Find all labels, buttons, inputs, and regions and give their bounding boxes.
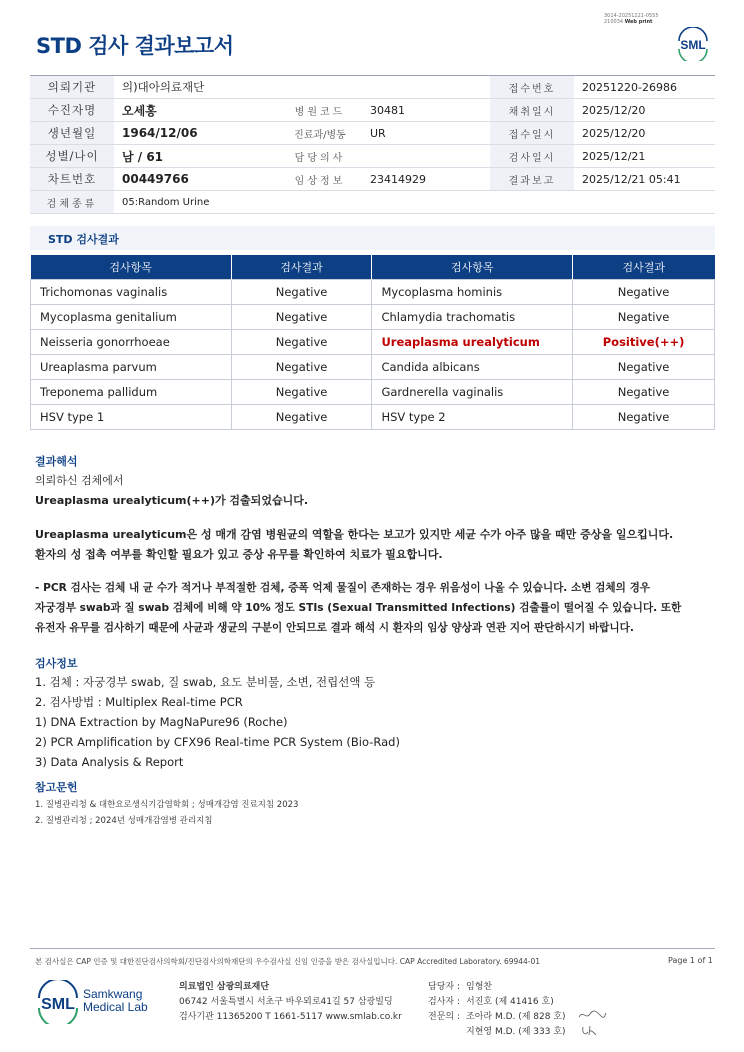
info-label: 성별/나이	[30, 145, 114, 168]
test-item: Mycoplasma genitalium	[31, 304, 232, 329]
info-row	[30, 76, 715, 99]
test-result: Negative	[231, 379, 372, 404]
info-value: 2025/12/20	[574, 122, 715, 145]
accreditation-note: 본 검사실은 CAP 인증 및 대한진단검사의학회/진단검사의학재단의 우수검사실 신임 인증을 받은 검사실입니다. CAP Accredited Laboratory. 69944-01	[35, 957, 541, 966]
list-item: 1. 검체 : 자궁경부 swab, 질 swab, 요도 분비물, 소변, 전립선액 등	[35, 675, 376, 689]
chart-number: 00449766	[114, 168, 278, 191]
info-value: 2025/12/21	[574, 145, 715, 168]
interpretation-line: Ureaplasma urealyticum은 성 매개 감염 병원균의 역할을 한다는 보고가 있지만 세균 수가 아주 많을 때만 증상을 일으킵니다.	[35, 528, 674, 541]
info-label: 임상정보	[278, 168, 362, 191]
info-label: 진료과/병동	[278, 122, 362, 145]
test-result: Negative	[231, 354, 372, 379]
signature-1	[577, 1008, 607, 1022]
interpretation-line: 의뢰하신 검체에서	[35, 474, 124, 487]
footer-organization	[179, 980, 402, 1025]
footer-divider	[30, 948, 715, 949]
col-header: 검사결과	[573, 255, 715, 279]
test-item: Mycoplasma hominis	[372, 279, 573, 304]
info-label: 접수번호	[490, 76, 574, 99]
sex-age: 남 / 61	[114, 145, 278, 168]
info-value: 2025/12/21 05:41	[574, 168, 715, 191]
staff-row	[428, 1010, 566, 1025]
test-result: Negative	[231, 404, 372, 429]
test-item: HSV type 2	[372, 404, 573, 429]
list-item: 1. 질병관리청 & 대한요로생식기감염학회 ; 성매개감염 진료지침 2023	[35, 800, 299, 810]
info-value: 의)대아의료재단	[114, 76, 278, 99]
references-list	[35, 797, 298, 829]
info-value	[362, 76, 490, 99]
specimen-value: 05:Random Urine	[114, 191, 715, 214]
info-row	[30, 99, 715, 122]
info-label: 의뢰기관	[30, 76, 114, 99]
test-item: HSV type 1	[31, 404, 232, 429]
positive-test-result: Positive(++)	[573, 329, 715, 354]
staff-name: 지현영 M.D. (제 333 호)	[466, 1027, 566, 1037]
staff-row	[428, 995, 566, 1010]
test-item: Ureaplasma parvum	[31, 354, 232, 379]
col-header: 검사항목	[372, 255, 573, 279]
signature-2	[580, 1024, 600, 1038]
table-row	[31, 329, 715, 354]
staff-row	[428, 1025, 566, 1040]
staff-row	[428, 980, 566, 995]
web-print-label: Web print	[624, 19, 653, 25]
footer-logo	[35, 980, 155, 1024]
info-value	[362, 145, 490, 168]
info-label	[278, 76, 362, 99]
test-item: Candida albicans	[372, 354, 573, 379]
results-header-row	[31, 255, 715, 279]
test-result: Negative	[231, 329, 372, 354]
info-row	[30, 145, 715, 168]
test-item: Chlamydia trachomatis	[372, 304, 573, 329]
info-label: 수진자명	[30, 99, 114, 122]
org-address: 06742 서울특별시 서초구 바우뫼로41길 57 삼광빌딩	[179, 997, 393, 1007]
results-section-title: STD 검사결과	[30, 226, 715, 250]
interpretation-line: 유전자 유무를 검사하기 때문에 사균과 생균의 구분이 안되므로 결과 해석 시 환자의 임상 양상과 연관 지어 판단하시기 바랍니다.	[35, 622, 634, 634]
info-label: 결과보고	[490, 168, 574, 191]
footer-logo-mark	[35, 980, 81, 1024]
table-row	[31, 279, 715, 304]
staff-name: 임형찬	[466, 982, 493, 992]
info-label: 병원코드	[278, 99, 362, 122]
page-title: STD 검사 결과보고서	[36, 34, 234, 58]
results-table	[30, 255, 715, 430]
positive-test-item: Ureaplasma urealyticum	[372, 329, 573, 354]
staff-role: 담당자 :	[428, 982, 460, 992]
test-item: Gardnerella vaginalis	[372, 379, 573, 404]
col-header: 검사항목	[31, 255, 232, 279]
org-name: 의료법인 삼광의료재단	[179, 982, 270, 992]
info-value: 30481	[362, 99, 490, 122]
info-value: 23414929	[362, 168, 490, 191]
list-item: 3) Data Analysis & Report	[35, 755, 184, 769]
info-label: 담당의사	[278, 145, 362, 168]
test-result: Negative	[573, 279, 715, 304]
test-result: Negative	[573, 304, 715, 329]
references-heading: 참고문헌	[35, 781, 78, 794]
brand-line: Samkwang	[83, 987, 143, 1001]
sml-logo-text: SML	[680, 38, 706, 52]
list-item: 2) PCR Amplification by CFX96 Real-time PCR System (Bio-Rad)	[35, 735, 400, 749]
footer-logo-text: SML	[41, 996, 75, 1013]
test-result: Negative	[573, 354, 715, 379]
info-label: 검사일시	[490, 145, 574, 168]
info-label: 차트번호	[30, 168, 114, 191]
test-item: Neisseria gonorrhoeae	[31, 329, 232, 354]
interpretation-line: - PCR 검사는 검체 내 균 수가 적거나 부적절한 검체, 증폭 억제 물질이 존재하는 경우 위음성이 나올 수 있습니다. 소변 검체의 경우	[35, 582, 651, 594]
org-contact: 검사기관 11365200 T 1661-5117 www.smlab.co.kr	[179, 1012, 402, 1022]
test-result: Negative	[573, 404, 715, 429]
test-result: Negative	[573, 379, 715, 404]
birth-date: 1964/12/06	[114, 122, 278, 145]
test-item: Trichomonas vaginalis	[31, 279, 232, 304]
footer-staff	[428, 980, 566, 1040]
staff-name: 서진호 (제 41416 호)	[466, 997, 554, 1007]
test-item: Treponema pallidum	[31, 379, 232, 404]
info-label: 검체종류	[30, 191, 114, 214]
interpretation-line: 환자의 성 접촉 여부를 확인할 필요가 있고 증상 유무를 확인하여 치료가 필요합니다.	[35, 548, 443, 561]
print-id-line2: 210034	[604, 19, 624, 25]
test-info-list	[35, 672, 400, 772]
brand-line: Medical Lab	[83, 1000, 148, 1014]
staff-name: 조아라 M.D. (제 828 호)	[466, 1012, 566, 1022]
info-label: 생년월일	[30, 122, 114, 145]
print-id-line1: 3014-20251221-0555	[604, 13, 659, 19]
table-row	[31, 304, 715, 329]
test-info-heading: 검사정보	[35, 657, 78, 670]
col-header: 검사결과	[231, 255, 372, 279]
staff-role: 전문의 :	[428, 1012, 460, 1022]
interpretation-line: Ureaplasma urealyticum(++)가 검출되었습니다.	[35, 494, 308, 507]
staff-role: 검사자 :	[428, 997, 460, 1007]
info-row	[30, 122, 715, 145]
table-row	[31, 404, 715, 429]
footer-brand	[83, 988, 148, 1014]
test-result: Negative	[231, 304, 372, 329]
info-row	[30, 168, 715, 191]
patient-name: 오세홍	[114, 99, 278, 122]
patient-info-table	[30, 75, 715, 214]
table-row	[31, 379, 715, 404]
interpretation-heading: 결과해석	[35, 455, 78, 468]
list-item: 2. 질병관리청 ; 2024년 성매개감염병 관리지침	[35, 816, 213, 826]
info-value: 20251220-26986	[574, 76, 715, 99]
info-value: UR	[362, 122, 490, 145]
table-row	[31, 354, 715, 379]
print-id	[604, 13, 659, 25]
info-value: 2025/12/20	[574, 99, 715, 122]
page-number: Page 1 of 1	[668, 956, 713, 965]
info-label: 채취일시	[490, 99, 574, 122]
test-result: Negative	[231, 279, 372, 304]
sml-logo	[675, 27, 711, 61]
interpretation-line: 자궁경부 swab과 질 swab 검체에 비해 약 10% 정도 STIs (Sexual Transmitted Infections) 검출률이 떨어질 수 있습니다. 또한	[35, 602, 682, 614]
info-row	[30, 191, 715, 214]
list-item: 2. 검사방법 : Multiplex Real-time PCR	[35, 695, 243, 709]
info-label: 접수일시	[490, 122, 574, 145]
list-item: 1) DNA Extraction by MagNaPure96 (Roche)	[35, 715, 288, 729]
